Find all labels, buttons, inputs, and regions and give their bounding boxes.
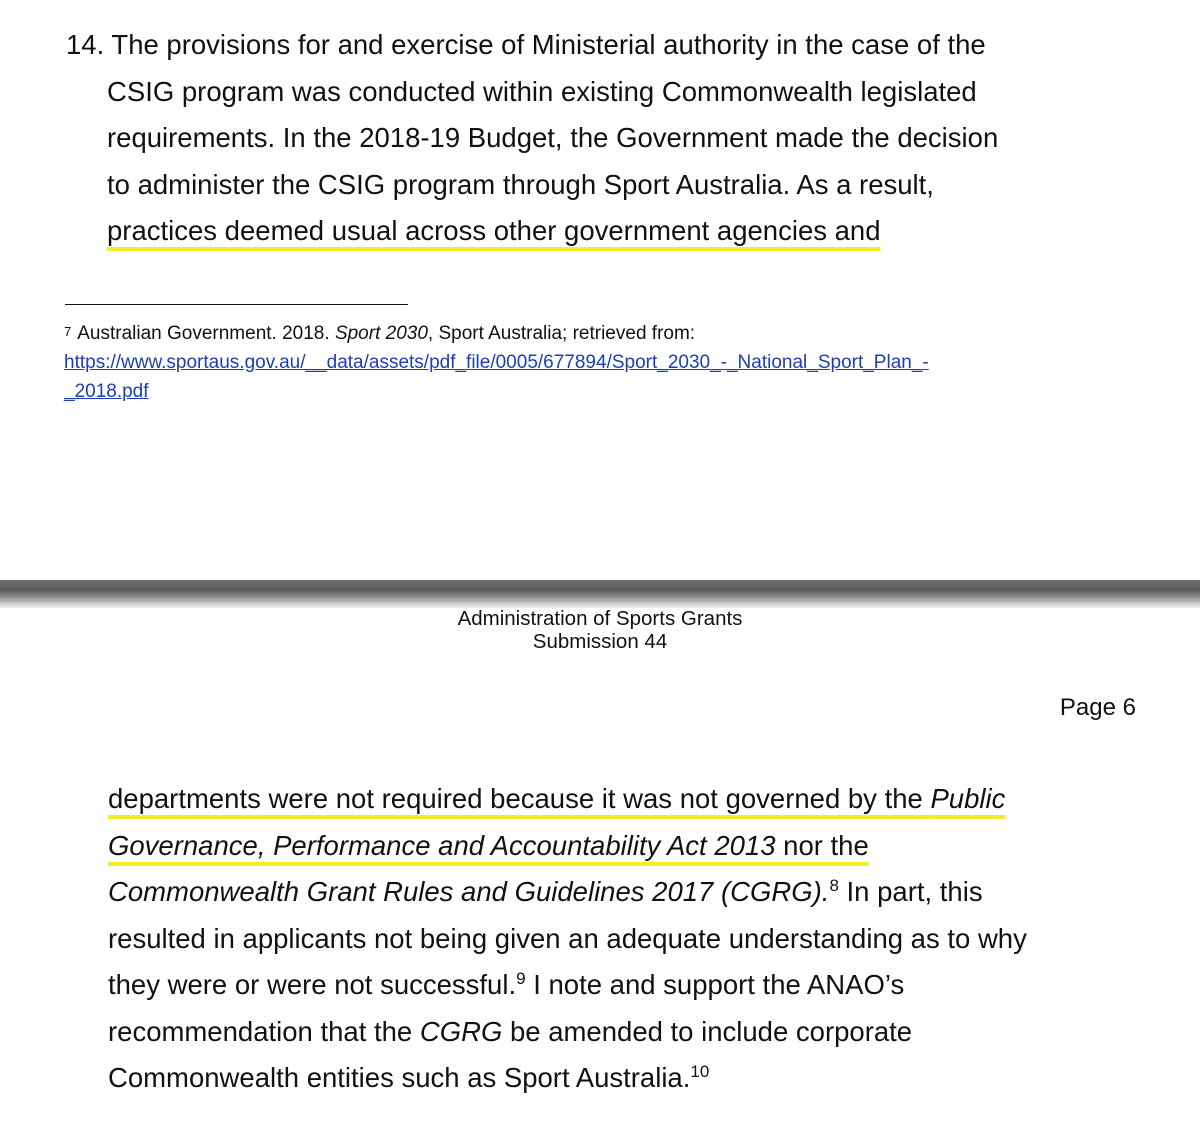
paragraph-text: they were or were not successful. <box>108 969 517 1000</box>
page-divider <box>0 580 1200 608</box>
paragraph-line <box>108 1009 1188 1056</box>
highlighted-text <box>108 783 1005 814</box>
paragraph-line-highlighted <box>66 208 1186 255</box>
paragraph-line-highlighted <box>108 776 1188 823</box>
paragraph-14 <box>66 22 1186 255</box>
highlighted-text: practices deemed usual across other government agencies and <box>107 215 881 246</box>
header-subtitle: Submission 44 <box>532 630 668 653</box>
act-title-italic: Governance, Performance and Accountability Act 2013 <box>108 829 776 861</box>
paragraph-text: departments were not required because it was not governed by the <box>108 783 931 814</box>
footnote-text: Australian Government. 2018. <box>77 323 330 344</box>
paragraph-line: to administer the CSIG program through Sport Australia. As a result, <box>107 168 934 200</box>
footnote-url-link[interactable]: https://www.sportaus.gov.au/__data/assets/pdf_file/0005/677894/Sport_2030_-_National_Sport_Plan_- <box>64 352 929 373</box>
guidelines-title-italic: Commonwealth Grant Rules and Guidelines 2017 (CGRG). <box>108 876 830 907</box>
paragraph-text: Commonwealth entities such as Sport Australia. <box>108 1062 691 1093</box>
footnote-line <box>64 319 1144 348</box>
footnote-ref-8[interactable]: 8 <box>829 876 839 895</box>
paragraph-line: CSIG program was conducted within existing Commonwealth legislated <box>107 75 977 107</box>
header-title: Administration of Sports Grants <box>457 607 743 630</box>
footnote-separator <box>65 304 408 305</box>
footnote-text: , Sport Australia; retrieved from: <box>427 323 696 344</box>
footnote-link-line <box>64 348 1144 377</box>
footnote-link-line <box>64 377 1144 406</box>
page-header <box>0 607 1200 653</box>
paragraph-line <box>66 22 1186 69</box>
paragraph-text: The provisions for and exercise of Ministerial authority in the case of the <box>111 29 986 60</box>
page-number: Page 6 <box>1059 694 1136 721</box>
paragraph-line: requirements. In the 2018-19 Budget, the Government made the decision <box>107 122 999 153</box>
cgrg-italic: CGRG <box>419 1015 503 1047</box>
paragraph-text: In part, this <box>838 876 983 907</box>
footnote-ref-9[interactable]: 9 <box>516 969 526 988</box>
paragraph-line <box>108 962 1188 1009</box>
footnote-7 <box>64 319 1144 406</box>
act-title-italic: Public <box>930 783 1006 814</box>
paragraph-text: be amended to include corporate <box>502 1015 913 1047</box>
paragraph-text: nor the <box>775 829 869 861</box>
footnote-marker: 7 <box>64 324 72 339</box>
paragraph-number: 14. <box>66 29 105 60</box>
paragraph-line: resulted in applicants not being given an adequate understanding as to why <box>108 922 1027 954</box>
footnote-url-link-continued[interactable]: _2018.pdf <box>64 381 149 402</box>
highlighted-text <box>108 830 869 861</box>
paragraph-text: I note and support the ANAO’s <box>525 969 905 1000</box>
paragraph-line <box>108 869 1188 916</box>
paragraph-text: recommendation that the <box>108 1015 420 1047</box>
footnote-title: Sport 2030 <box>334 323 428 344</box>
paragraph-line-highlighted <box>108 823 1188 870</box>
paragraph-continued <box>108 776 1188 1102</box>
footnote-ref-10[interactable]: 10 <box>690 1062 710 1081</box>
paragraph-line <box>108 1055 1188 1102</box>
